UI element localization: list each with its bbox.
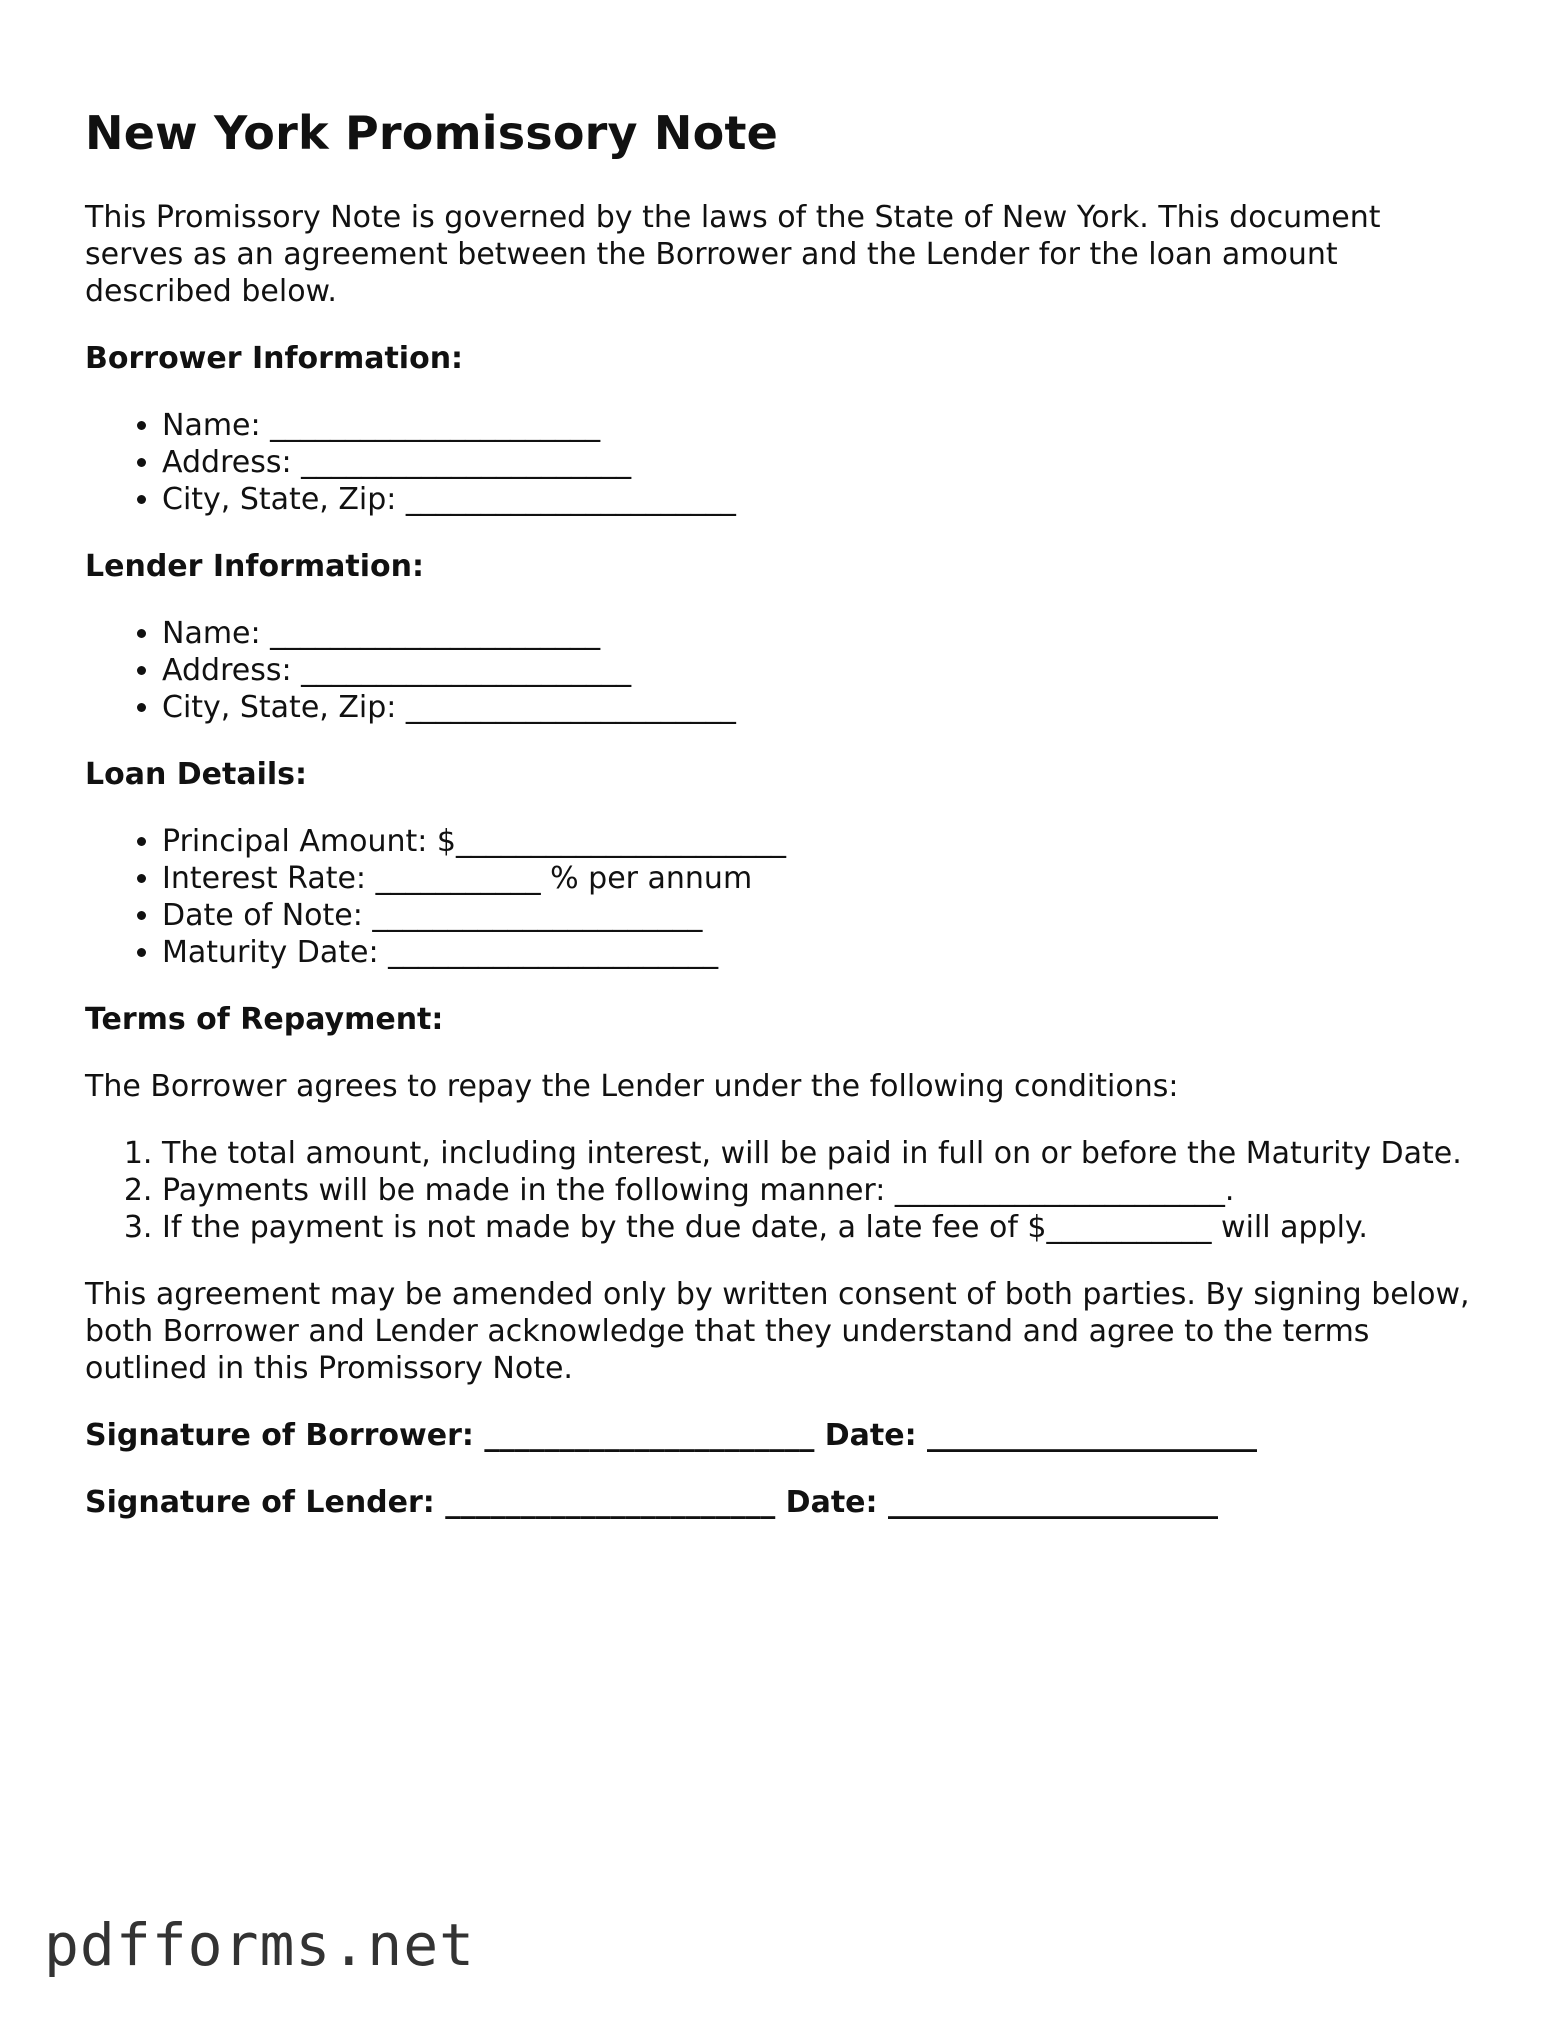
watermark-logo: pdfforms.net bbox=[44, 1911, 476, 1979]
principal-amount-field[interactable]: • Principal Amount: $______________________ bbox=[162, 823, 1485, 860]
borrower-address-field[interactable]: • Address: ______________________ bbox=[162, 444, 1485, 481]
terms-intro: The Borrower agrees to repay the Lender under the following conditions: bbox=[85, 1069, 1179, 1104]
borrower-signature-line[interactable]: Signature of Borrower: ______________________ Date: ______________________ bbox=[85, 1418, 1258, 1453]
borrower-heading: Borrower Information: bbox=[85, 341, 464, 376]
lender-heading: Lender Information: bbox=[85, 549, 424, 584]
loan-details-list bbox=[85, 823, 1485, 971]
document-page bbox=[85, 105, 1485, 1551]
terms-heading: Terms of Repayment: bbox=[85, 1002, 444, 1037]
lender-address-field[interactable]: • Address: ______________________ bbox=[162, 652, 1485, 689]
terms-item-late-fee[interactable]: 3. If the payment is not made by the due date, a late fee of $___________ will apply. bbox=[162, 1209, 1485, 1246]
borrower-name-field[interactable]: • Name: ______________________ bbox=[162, 407, 1485, 444]
lender-city-state-zip-field[interactable]: • City, State, Zip: ______________________ bbox=[162, 689, 1485, 726]
lender-list bbox=[85, 615, 1485, 726]
date-of-note-field[interactable]: • Date of Note: ______________________ bbox=[162, 897, 1485, 934]
terms-item-maturity: 1. The total amount, including interest, will be paid in full on or before the Maturity Date. bbox=[162, 1135, 1485, 1172]
terms-item-payment-manner[interactable]: 2. Payments will be made in the following manner: ______________________. bbox=[162, 1172, 1485, 1209]
closing-paragraph: This agreement may be amended only by written consent of both parties. By signing below, both Borrower and Lender acknowledge that they understand and agree to the terms outlined in this Promissory Note. bbox=[85, 1277, 1470, 1386]
terms-list bbox=[85, 1135, 1485, 1246]
intro-paragraph: This Promissory Note is governed by the laws of the State of New York. This document serves as an agreement between the Borrower and the Lender for the loan amount described below. bbox=[85, 200, 1381, 309]
borrower-list bbox=[85, 407, 1485, 518]
lender-signature-line[interactable]: Signature of Lender: ______________________ Date: ______________________ bbox=[85, 1485, 1218, 1520]
borrower-city-state-zip-field[interactable]: • City, State, Zip: ______________________ bbox=[162, 481, 1485, 518]
document-title: New York Promissory Note bbox=[85, 106, 779, 160]
maturity-date-field[interactable]: • Maturity Date: ______________________ bbox=[162, 934, 1485, 971]
lender-name-field[interactable]: • Name: ______________________ bbox=[162, 615, 1485, 652]
interest-rate-field[interactable]: • Interest Rate: ___________ % per annum bbox=[162, 860, 1485, 897]
loan-details-heading: Loan Details: bbox=[85, 757, 308, 792]
